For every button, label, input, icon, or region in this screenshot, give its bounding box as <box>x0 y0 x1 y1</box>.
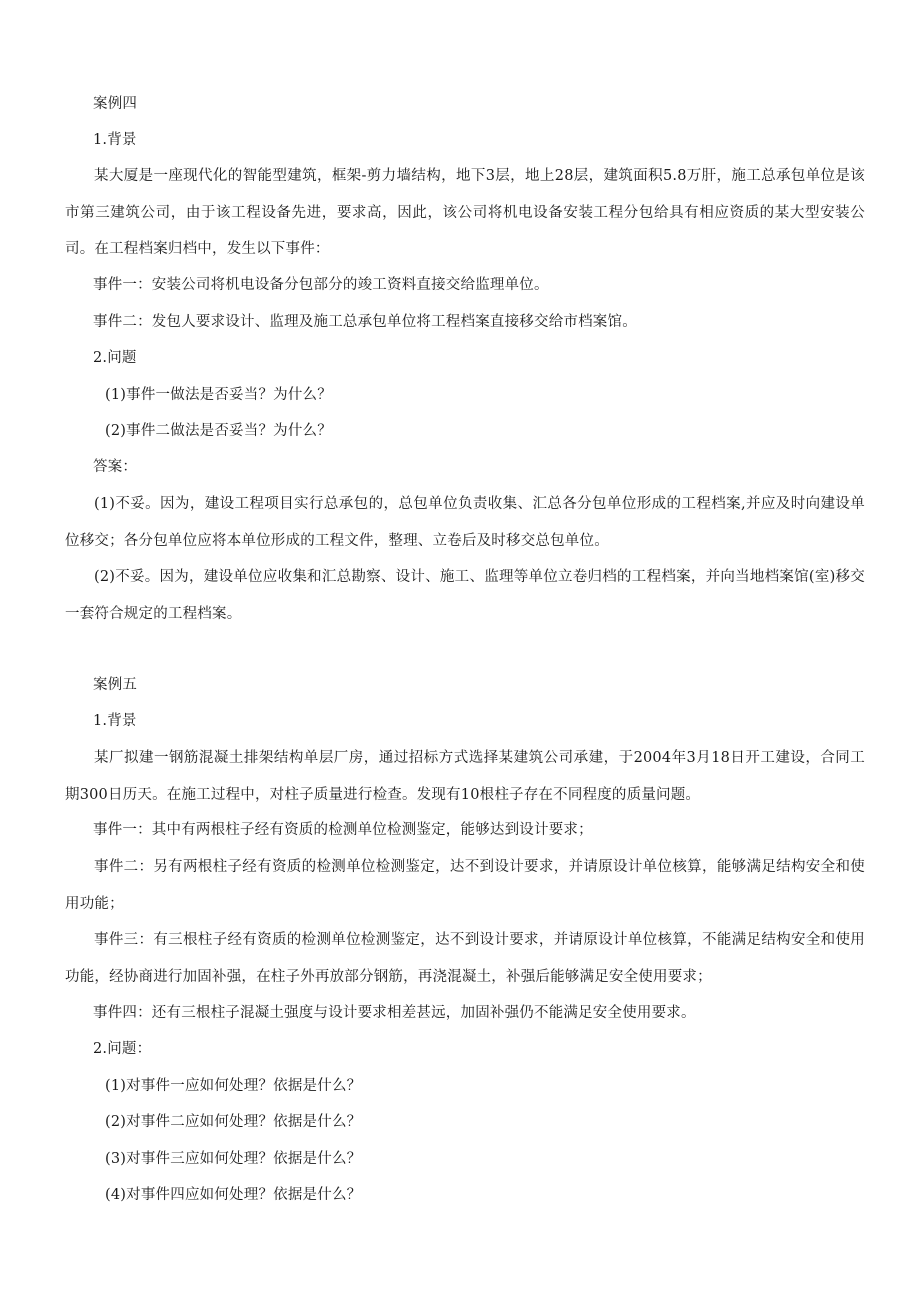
case4-answer-2: (2)不妥。因为，建设单位应收集和汇总勘察、设计、施工、监理等单位立卷归档的工程档案，并向当地档案馆(室)移交一套符合规定的工程档案。 <box>65 569 865 622</box>
case4-answer-heading: 答案： <box>93 459 138 475</box>
case5-background-heading: 1.背景 <box>93 713 137 729</box>
case5-question-4: (4)对事件四应如何处理？依据是什么？ <box>105 1187 362 1203</box>
case4-question-2: (2)事件二做法是否妥当？为什么？ <box>105 423 332 439</box>
case5-event2: 事件二：另有两根柱子经有资质的检测单位检测鉴定，达不到设计要求，并请原设计单位核算，能够满足结构安全和使用功能； <box>65 859 865 912</box>
case4-event2: 事件二：发包人要求设计、监理及施工总承包单位将工程档案直接移交给市档案馆。 <box>93 314 637 330</box>
case4-answer-1: (1)不妥。因为，建设工程项目实行总承包的，总包单位负责收集、汇总各分包单位形成的工程档案,并应及时向建设单位移交；各分包单位应将本单位形成的工程文件，整理、立卷后及时移交总包单位。 <box>65 496 865 549</box>
case4-question-1: (1)事件一做法是否妥当？为什么？ <box>105 387 332 403</box>
case4-question-heading: 2.问题 <box>93 350 137 366</box>
case5-event1: 事件一：其中有两根柱子经有资质的检测单位检测鉴定，能够达到设计要求； <box>93 822 593 838</box>
case5-question-3: (3)对事件三应如何处理？依据是什么？ <box>105 1151 362 1167</box>
case5-event4: 事件四：还有三根柱子混凝土强度与设计要求相差甚远，加固补强仍不能满足安全使用要求。 <box>93 1005 696 1021</box>
case4-event1: 事件一：安装公司将机电设备分包部分的竣工资料直接交给监理单位。 <box>93 277 549 293</box>
case5-question-1: (1)对事件一应如何处理？依据是什么？ <box>105 1078 362 1094</box>
case5-question-heading: 2.问题： <box>93 1041 152 1057</box>
case5-title: 案例五 <box>93 677 138 693</box>
case4-background-heading: 1.背景 <box>93 132 137 148</box>
case5-background-text: 某厂拟建一钢筋混凝土排架结构单层厂房，通过招标方式选择某建筑公司承建，于2004年3月18日开工建设，合同工期300日历天。在施工过程中，对柱子质量进行检查。发现有10根柱子存在不同程度的质量问题。 <box>65 750 865 803</box>
case4-title: 案例四 <box>93 96 138 112</box>
case4-background-text: 某大厦是一座现代化的智能型建筑，框架-剪力墙结构，地下3层，地上28层，建筑面积5.8万肝，施工总承包单位是该市第三建筑公司，由于该工程设备先进，要求高，因此，该公司将机电设备安装工程分包给具有相应资质的某大型安装公司。在工程档案归档中，发生以下事件： <box>65 168 865 257</box>
case5-event3: 事件三：有三根柱子经有资质的检测单位检测鉴定，达不到设计要求，并请原设计单位核算，不能满足结构安全和使用功能，经协商进行加固补强，在柱子外再放部分钢筋，再浇混凝土，补强后能够满足安全使用要求； <box>65 932 865 985</box>
case5-question-2: (2)对事件二应如何处理？依据是什么？ <box>105 1114 362 1130</box>
